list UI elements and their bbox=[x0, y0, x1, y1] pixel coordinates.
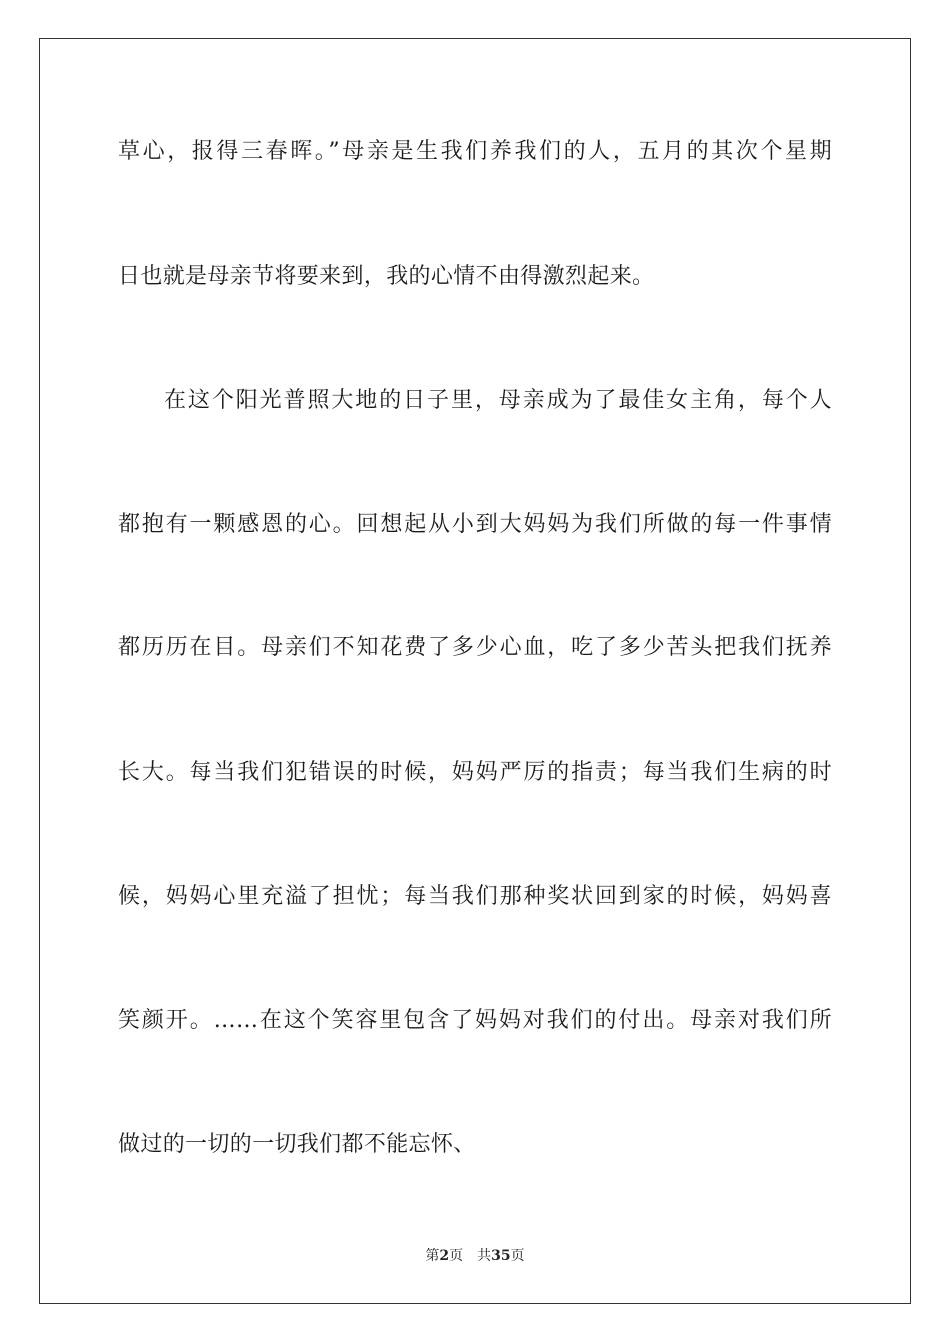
paragraph-first-line: 在这个阳光普照大地的日子里，母亲成为了最佳女主角，每个人 bbox=[164, 388, 832, 413]
page-unit: 页 bbox=[449, 1248, 464, 1264]
page-prefix: 第 bbox=[425, 1248, 440, 1264]
text-line: 做过的一切的一切我们都不能忘怀、 bbox=[118, 1132, 476, 1157]
total-unit: 页 bbox=[510, 1248, 525, 1264]
text-line: 都抱有一颗感恩的心。回想起从小到大妈妈为我们所做的每一件事情 bbox=[118, 512, 832, 537]
total-page-count: 35 bbox=[491, 1248, 511, 1264]
text-line: 日也就是母亲节将要来到，我的心情不由得激烈起来。 bbox=[118, 264, 655, 289]
text-line: 笑颜开。……在这个笑容里包含了妈妈对我们的付出。母亲对我们所 bbox=[118, 1008, 832, 1033]
text-line: 草心，报得三春晖。”母亲是生我们养我们的人，五月的其次个星期 bbox=[118, 139, 832, 164]
text-line: 候，妈妈心里充溢了担忧；每当我们那种奖状回到家的时候，妈妈喜 bbox=[118, 884, 832, 909]
page-footer bbox=[0, 1246, 950, 1266]
page-border bbox=[39, 38, 911, 1304]
text-line: 都历历在目。母亲们不知花费了多少心血，吃了多少苦头把我们抚养 bbox=[118, 635, 832, 660]
current-page-number: 2 bbox=[439, 1248, 450, 1264]
total-prefix: 共 bbox=[477, 1248, 492, 1264]
text-line: 长大。每当我们犯错误的时候，妈妈严厉的指责；每当我们生病的时 bbox=[118, 760, 832, 785]
